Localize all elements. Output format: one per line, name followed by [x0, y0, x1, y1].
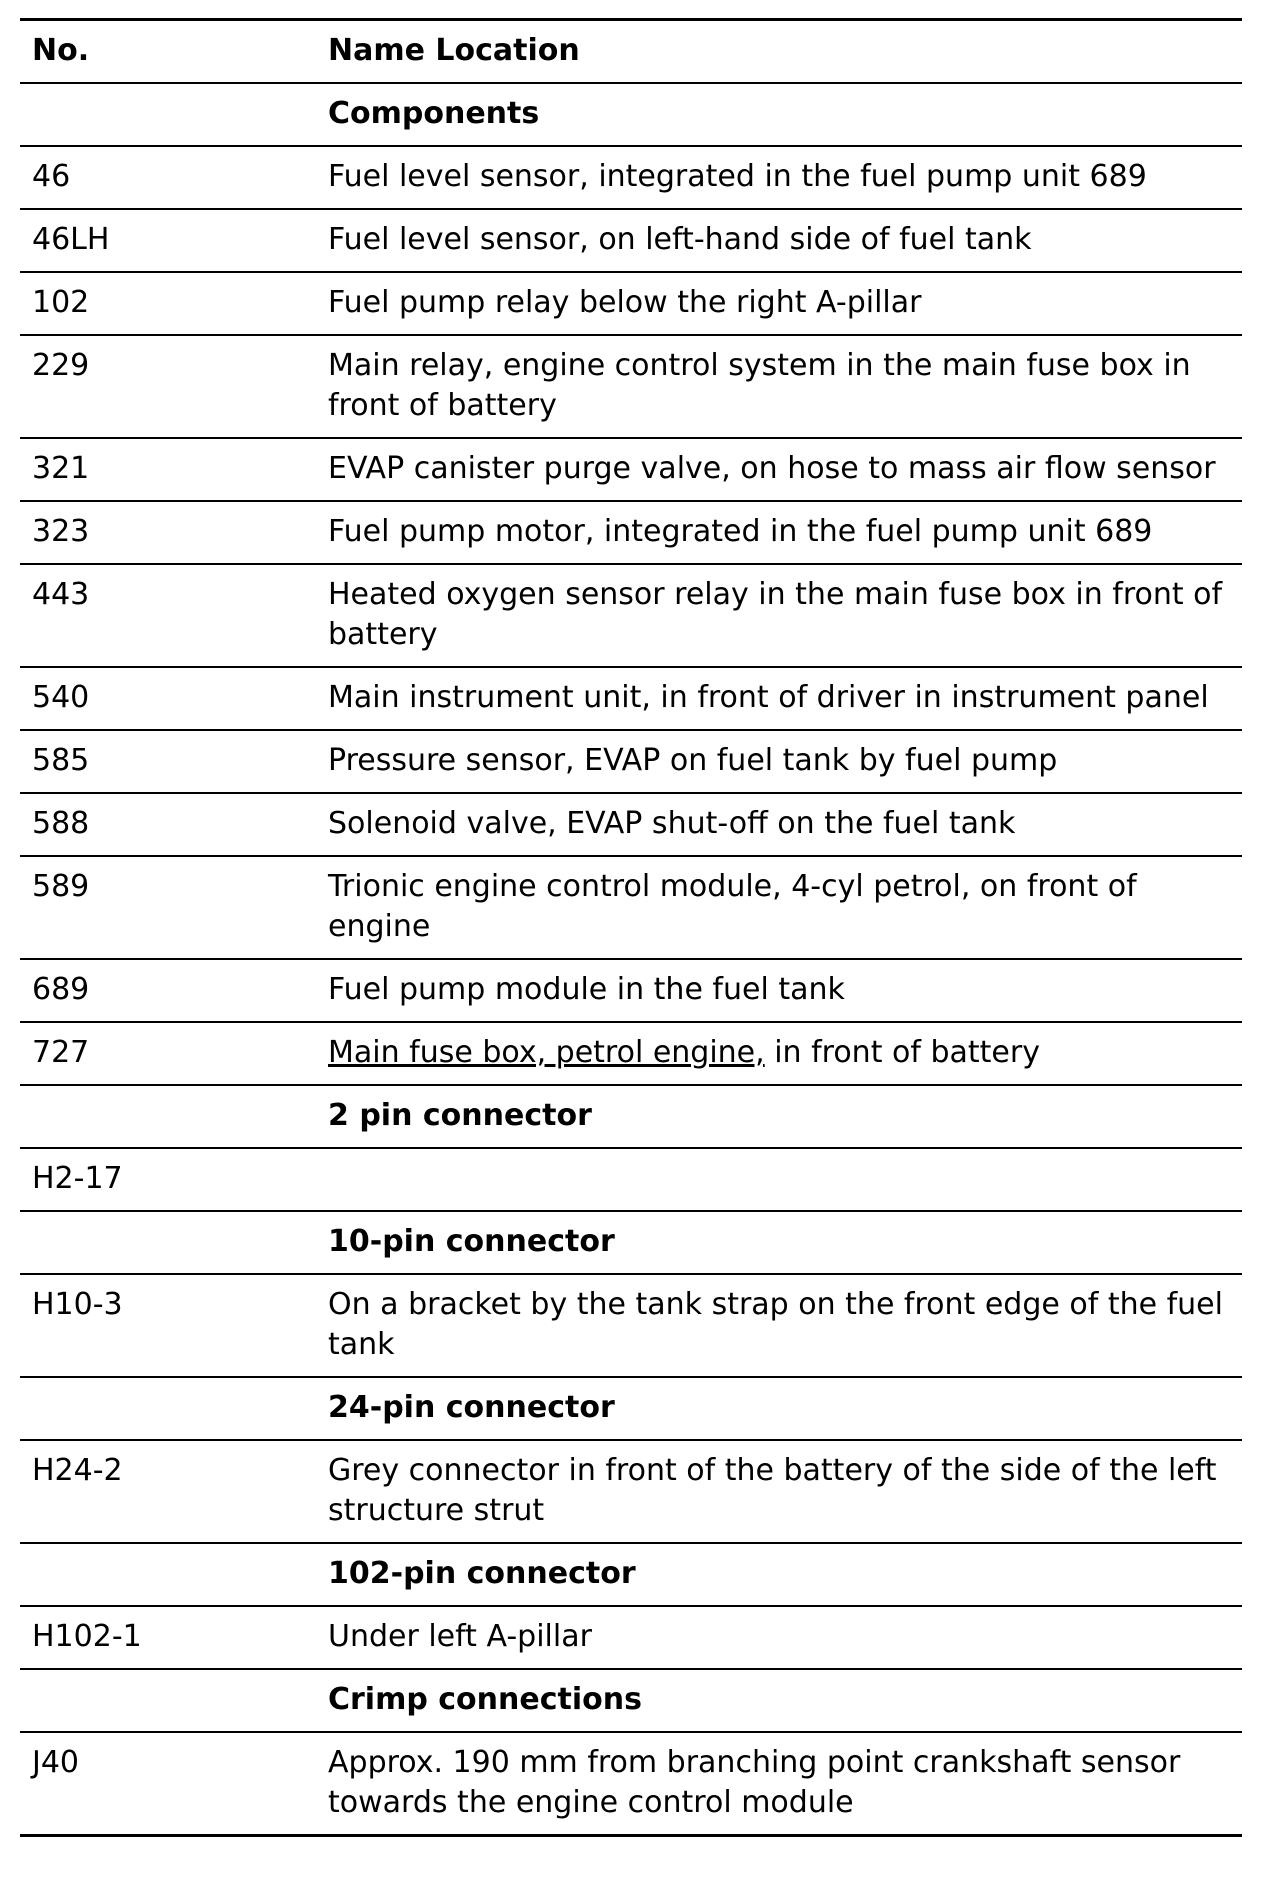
section-row — [20, 1085, 1242, 1148]
location-link[interactable]: Main fuse box, petrol engine, — [328, 1035, 765, 1070]
component-number: H2-17 — [32, 1161, 123, 1196]
component-location: Solenoid valve, EVAP shut-off on the fuel tank — [328, 806, 1016, 841]
section-row — [20, 1211, 1242, 1274]
table-row — [20, 1732, 1242, 1836]
table-row — [20, 1274, 1242, 1377]
section-title: 10-pin connector — [328, 1224, 615, 1259]
section-spacer — [20, 1543, 316, 1606]
component-location: Pressure sensor, EVAP on fuel tank by fuel pump — [328, 743, 1058, 778]
component-number: 46 — [32, 159, 71, 194]
component-number: J40 — [32, 1745, 80, 1780]
section-row — [20, 1543, 1242, 1606]
component-number: 102 — [32, 285, 90, 320]
table-row — [20, 856, 1242, 959]
table-row — [20, 730, 1242, 793]
component-number: H24-2 — [32, 1453, 123, 1488]
component-location: Trionic engine control module, 4-cyl petrol, on front of engine — [328, 869, 1137, 944]
component-number: 321 — [32, 451, 90, 486]
section-row — [20, 1669, 1242, 1732]
section-spacer — [20, 1085, 316, 1148]
component-location: Under left A-pillar — [328, 1619, 592, 1654]
component-location: Fuel level sensor, integrated in the fuel pump unit 689 — [328, 159, 1147, 194]
component-location: Fuel pump module in the fuel tank — [328, 972, 845, 1007]
table-body — [20, 83, 1242, 1836]
component-number: 46LH — [32, 222, 110, 257]
component-number: 689 — [32, 972, 90, 1007]
component-location: EVAP canister purge valve, on hose to mass air flow sensor — [328, 451, 1216, 486]
component-location: Main relay, engine control system in the main fuse box in front of battery — [328, 348, 1191, 423]
section-title: 24-pin connector — [328, 1390, 615, 1425]
section-title: Components — [328, 96, 540, 131]
component-number: H102-1 — [32, 1619, 142, 1654]
component-number: H10-3 — [32, 1287, 123, 1322]
table-row — [20, 1022, 1242, 1085]
section-row — [20, 1377, 1242, 1440]
component-location — [316, 1148, 1242, 1211]
section-title: 2 pin connector — [328, 1098, 592, 1133]
table-row — [20, 667, 1242, 730]
table-row — [20, 272, 1242, 335]
header-name-location: Name Location — [328, 33, 580, 68]
table-row — [20, 793, 1242, 856]
section-spacer — [20, 1669, 316, 1732]
table-row — [20, 1606, 1242, 1669]
component-location — [316, 1022, 1242, 1085]
table-row — [20, 501, 1242, 564]
component-number: 323 — [32, 514, 90, 549]
table-row — [20, 1440, 1242, 1543]
location-text: in front of battery — [764, 1035, 1040, 1070]
component-location: Fuel pump motor, integrated in the fuel pump unit 689 — [328, 514, 1153, 549]
section-spacer — [20, 83, 316, 146]
component-location: Grey connector in front of the battery of the side of the left structure strut — [328, 1453, 1217, 1528]
table-row — [20, 959, 1242, 1022]
component-number: 229 — [32, 348, 90, 383]
component-location-table-container — [20, 18, 1242, 1837]
section-title: 102-pin connector — [328, 1556, 636, 1591]
component-number: 585 — [32, 743, 90, 778]
component-location: Heated oxygen sensor relay in the main fuse box in front of battery — [328, 577, 1223, 652]
component-number: 443 — [32, 577, 90, 612]
header-no: No. — [32, 33, 90, 68]
header-row — [20, 20, 1242, 84]
table-row — [20, 209, 1242, 272]
component-location: Fuel level sensor, on left-hand side of fuel tank — [328, 222, 1032, 257]
component-location: Approx. 190 mm from branching point crankshaft sensor towards the engine control module — [328, 1745, 1181, 1820]
table-row — [20, 564, 1242, 667]
component-number: 727 — [32, 1035, 90, 1070]
section-title: Crimp connections — [328, 1682, 642, 1717]
table-row — [20, 335, 1242, 438]
section-spacer — [20, 1377, 316, 1440]
component-number: 540 — [32, 680, 90, 715]
component-location: On a bracket by the tank strap on the front edge of the fuel tank — [328, 1287, 1223, 1362]
table-row — [20, 438, 1242, 501]
component-location: Main instrument unit, in front of driver in instrument panel — [328, 680, 1209, 715]
component-number: 588 — [32, 806, 90, 841]
table-row — [20, 1148, 1242, 1211]
section-spacer — [20, 1211, 316, 1274]
component-number: 589 — [32, 869, 90, 904]
component-location-table — [20, 18, 1242, 1837]
component-location: Fuel pump relay below the right A-pillar — [328, 285, 922, 320]
section-row — [20, 83, 1242, 146]
table-row — [20, 146, 1242, 209]
